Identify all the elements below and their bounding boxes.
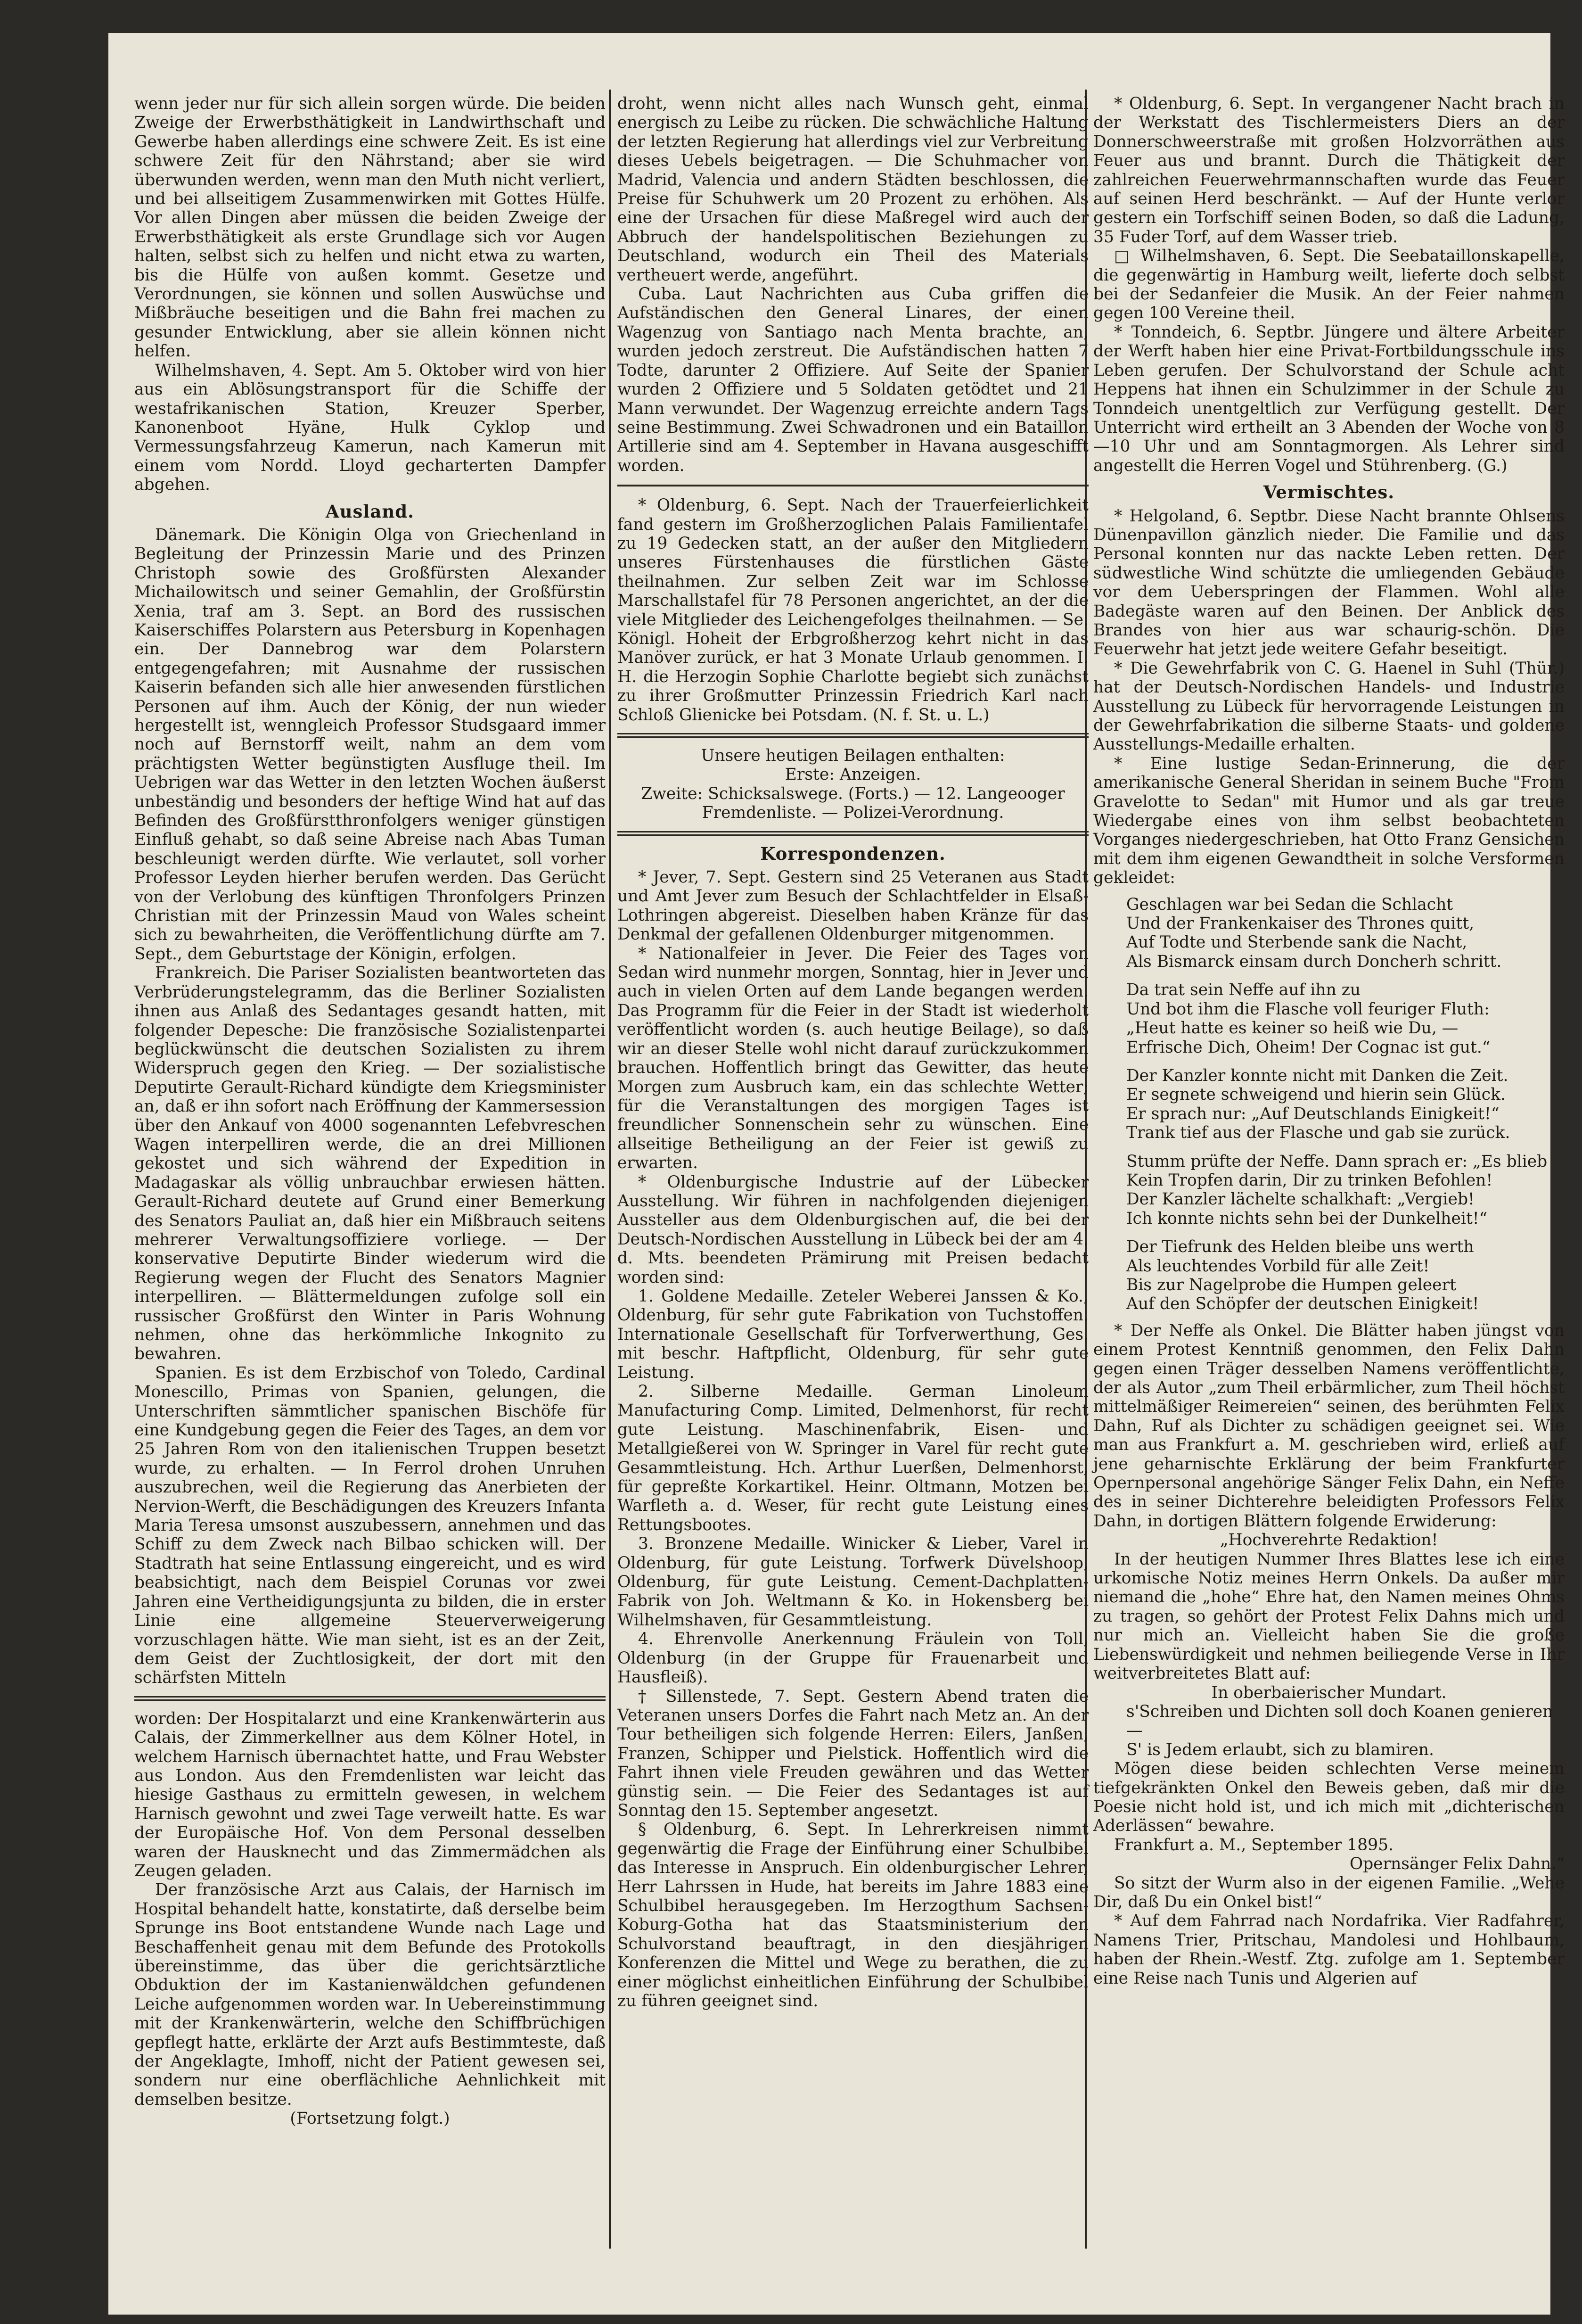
poem-line: Erfrische Dich, Oheim! Der Cognac ist gut.“ bbox=[1126, 1038, 1491, 1057]
article-paragraph: * Oldenburg, 6. Sept. In vergangener Nacht brach in der Werkstatt des Tischlermeisters Diers an der Donnerschweerstraße mit großen Holzvorräthen aus Feuer aus und brannt. Durch die Thätigkeit der zahlreichen Feuerwehrmannschaften wurde das Feuer auf seinen Herd beschränkt. — Auf der Hunte verlor gestern ein Torfschiff seinen Boden, so daß die Ladung, 35 Fuder Torf, auf dem Wasser trieb. bbox=[1093, 94, 1565, 247]
article-paragraph: Wilhelmshaven, 4. Sept. Am 5. Oktober wird von hier aus ein Ablösungstransport für die Schiffe der westafrikanischen Station, Kreuzer Sperber, Kanonenboot Hyäne, Hulk Cyklop und Vermessungsfahrzeug Kamerun, nach Kamerun mit einem vom Nordd. Lloyd gecharterten Dampfer abgehen. bbox=[134, 361, 606, 494]
award-paragraph: 3. Bronzene Medaille. Winicker & Lieber, Varel in Oldenburg, für gute Leistung. Torfwerk Düvelshoop, Oldenburg, für gute Leistung. Cement-Dachplatten-Fabrik von Joh. Weltmann & Ko. in Hokensberg bei Wilhelmshaven, für Gesammtleistung. bbox=[617, 1534, 1089, 1630]
newspaper-page bbox=[108, 33, 1565, 2315]
letter-paragraph: In der heutigen Nummer Ihres Blattes lese ich eine urkomische Notiz meines Herrn Onkels. Da außer mir niemand die „hohe“ Ehre hat, den Namen meines Ohms zu tragen, so gehört der Protest Felix Dahns mich und nur mich an. Vielleicht haben Sie die große Liebenswürdigkeit und nehmen beiliegende Verse in Ihr weitverbreitetes Blatt auf: bbox=[1093, 1549, 1565, 1683]
poem-line: „Heut hatte es keiner so heiß wie Du, — bbox=[1126, 1019, 1459, 1038]
award-paragraph: 1. Goldene Medaille. Zeteler Weberei Janssen & Ko., Oldenburg, für sehr gute Fabrikation von Tuchstoffen. Internationale Gesellschaft für Torfverwerthung, Ges. mit beschr. Haftpflicht, Oldenburg, für sehr gute Leistung. bbox=[617, 1286, 1089, 1382]
poem-line: Stumm prüfte der Neffe. Dann sprach er: „Es blieb bbox=[1126, 1152, 1548, 1171]
article-paragraph: * Helgoland, 6. Septbr. Diese Nacht brannte Ohlsens Dünenpavillon gänzlich nieder. Die Familie und das Personal konnten nur das nackte Leben retten. Der südwestliche Wind schützte die umliegenden Gebäude vor dem Ueberspringen der Flammen. Wohl alle Badegäste waren auf den Beinen. Der Anblick des Brandes von hier aus war schaurig-schön. Die Feuerwehr hat jetzt jede weitere Gefahr beseitigt. bbox=[1093, 506, 1565, 659]
poem-line: Geschlagen war bei Sedan die Schlacht bbox=[1126, 895, 1453, 914]
article-paragraph: * Eine lustige Sedan-Erinnerung, die der amerikanische General Sheridan in seinem Buche "From Gravelotte to Sedan" mit Humor und als gar treue Wiedergabe eines von ihm selbst beobachteten Vorganges niedergeschrieben, hat Otto Franz Gensichen mit dem ihm eigenen Gewandtheit in solche Versformen gekleidet: bbox=[1093, 754, 1565, 888]
letter-salutation: „Hochverehrte Redaktion! bbox=[1220, 1531, 1438, 1550]
continuation-note: (Fortsetzung folgt.) bbox=[290, 2109, 450, 2128]
letter-subheading: In oberbaierischer Mundart. bbox=[1211, 1683, 1447, 1702]
column-1 bbox=[134, 94, 606, 2128]
beilagen-line: Zweite: Schicksalswege. (Forts.) — 12. Langeooger Fremdenliste. — Polizei-Verordnung. bbox=[641, 784, 1065, 823]
section-heading-ausland: Ausland. bbox=[325, 501, 415, 522]
poem-line: Bis zur Nagelprobe die Humpen geleert bbox=[1126, 1275, 1456, 1294]
poem-line: Und der Frankenkaiser des Thrones quitt, bbox=[1126, 914, 1475, 933]
section-divider bbox=[617, 485, 1089, 486]
column-divider-left bbox=[609, 90, 611, 2249]
poem-line: Da trat sein Neffe auf ihn zu bbox=[1126, 981, 1361, 1000]
feuilleton-paragraph: worden: Der Hospitalarzt und eine Krankenwärterin aus Calais, der Zimmerkellner aus dem Kölner Hotel, in welchem Harnisch übernachtet hatte, und Frau Webster aus London. Aus den Fremdenlisten war leicht das hiesige Gasthaus zu ermitteln gewesen, in welchem Harnisch gewohnt und zwei Tage verweilt hatte. Es war der Europäische Hof. Von dem Personal desselben waren der Hausknecht und das Zimmermädchen als Zeugen geladen. bbox=[134, 1709, 606, 1880]
article-paragraph: * Auf dem Fahrrad nach Nordafrika. Vier Radfahrer, Namens Trier, Pritschau, Mandolesi und Hohlbaum, haben der Rhein.-Westf. Ztg. zufolge am 1. September eine Reise nach Tunis und Algerien auf bbox=[1093, 1912, 1565, 1988]
article-paragraph: * Oldenburgische Industrie auf der Lübecker Ausstellung. Wir führen in nachfolgenden diejenigen Aussteller aus dem Oldenburgischen auf, die bei der Deutsch-Nordischen Ausstellung in Lübeck bei der am 4. d. Mts. beendeten Prämirung mit Preisen bedacht worden sind: bbox=[617, 1172, 1089, 1287]
column-3 bbox=[1093, 94, 1565, 1988]
award-paragraph: 2. Silberne Medaille. German Linoleum Manufacturing Comp. Limited, Delmenhorst, für recht gute Leistung. Maschinenfabrik, Eisen- und Metallgießerei von W. Springer in Varel für recht gute Gesammtleistung. Hch. Arthur Luerßen, Delmenhorst, für gepreßte Korkartikel. Heinr. Oltmann, Motzen bei Warfleth a. d. Weser, für recht gute Leistung eines Rettungsbootes. bbox=[617, 1382, 1089, 1534]
section-divider bbox=[617, 733, 1089, 738]
poem-line: Als leuchtendes Vorbild für alle Zeit! bbox=[1126, 1256, 1430, 1276]
poem-line: Auf Todte und Sterbende sank die Nacht, bbox=[1126, 933, 1467, 952]
letter-signature: Opernsänger Felix Dahn.“ bbox=[1349, 1854, 1565, 1874]
article-paragraph: * Nationalfeier in Jever. Die Feier des Tages von Sedan wird nunmehr morgen, Sonntag, hier in Jever und auch in vielen Orten auf dem Lande begangen werden. Das Programm für die Feier in der Stadt ist wiederholt veröffentlicht worden (s. auch heutige Beilage), so daß wir an dieser Stelle wohl nicht darauf zurückzukommen brauchen. Hoffentlich bringt das Gewitter, das heute Morgen zum Ausbruch kam, ein das schlechte Wetter; für die Veranstaltungen des morgigen Tages ist freundlicher Sonnenschein sehr zu wünschen. Eine allseitige Betheiligung an der Feier ist gewiß zu erwarten. bbox=[617, 944, 1089, 1173]
poem-line: Auf den Schöpfer der deutschen Einigkeit! bbox=[1126, 1294, 1479, 1314]
beilagen-line: Erste: Anzeigen. bbox=[785, 765, 921, 784]
article-paragraph: † Sillenstede, 7. Sept. Gestern Abend traten die Veteranen unsers Dorfes die Fahrt nach Metz an. An der Tour betheiligen sich folgende Herren: Eilers, Janßen, Franzen, Schipper und Pielstick. Hoffentlich wird die Fahrt ihnen viele Freuden gewähren und das Wetter günstig sein. — Die Feier des Sedantages ist auf Sonntag den 15. September angesetzt. bbox=[617, 1687, 1089, 1820]
article-paragraph: wenn jeder nur für sich allein sorgen würde. Die beiden Zweige der Erwerbsthätigkeit in Landwirthschaft und Gewerbe haben allerdings eine schwere Zeit. Es ist eine schwere Zeit für den Nährstand; aber sie wird überwunden werden, wenn man den Muth nicht verliert, und bei allseitigem Zusammenwirken mit Gottes Hülfe. Vor allen Dingen aber müssen die beiden Zweige der Erwerbsthätigkeit als erste Grundlage sich vor Augen halten, selbst sich zu helfen und nicht etwa zu warten, bis die Hülfe von außen kommt. Gesetze und Verordnungen, sie können und sollen Auswüchse und Mißbräuche beseitigen und die Bahn frei machen zu gesunder Entwicklung, aber sie allein können nicht helfen. bbox=[134, 94, 606, 361]
poem-line: S' is Jedem erlaubt, sich zu blamiren. bbox=[1126, 1740, 1434, 1759]
column-2 bbox=[617, 94, 1089, 2011]
poem-line: Der Kanzler konnte nicht mit Danken die Zeit. bbox=[1126, 1066, 1508, 1085]
article-paragraph: * Oldenburg, 6. Sept. Nach der Trauerfeierlichkeit fand gestern im Großherzoglichen Palais Familientafel zu 19 Gedecken statt, an der außer den Mitgliedern unseres Fürstenhauses die fürstlichen Gäste theilnahmen. Zur selben Zeit war im Schlosse Marschallstafel für 78 Personen angerichtet, an der die viele Mitglieder des Leichengefolges theilnahmen. — Se. Königl. Hoheit der Erbgroßherzog kehrt nicht in das Manöver zurück, er hat 3 Monate Urlaub genommen. I. H. die Herzogin Sophie Charlotte begiebt sich zunächst zu ihrer Großmutter Prinzessin Friedrich Karl nach Schloß Glienicke bei Potsdam. (N. f. St. u. L.) bbox=[617, 496, 1089, 725]
poem-line: Der Kanzler lächelte schalkhaft: „Vergieb! bbox=[1126, 1190, 1475, 1209]
poem-line: s'Schreiben und Dichten soll doch Koanen genieren — bbox=[1126, 1702, 1553, 1740]
article-paragraph: Spanien. Es ist dem Erzbischof von Toledo, Cardinal Monescillo, Primas von Spanien, gelungen, die Unterschriften sämmtlicher spanischen Bischöfe für eine Kundgebung gegen die Feier des Tages, an dem vor 25 Jahren Rom von den italienischen Truppen besetzt wurde, zu erhalten. — In Ferrol drohen Unruhen auszubrechen, weil die Regierung das Anerbieten der Nervion-Werft, die Beschädigungen des Kreuzers Infanta Maria Teresa umsonst auszubessern, annehmen und das Schiff zu dem Zweck nach Bilbao schicken will. Der Stadtrath hat seine Entlassung eingereicht, und es wird beabsichtigt, nach dem Beispiel Corunas vor zwei Jahren eine Vertheidigungsjunta zu bilden, die in erster Linie eine allgemeine Steuerverweigerung vorzuschlagen hätte. Wie man sieht, ist es an der Zeit, dem Geist der Zuchtlosigkeit, der dort mit den schärfsten Mitteln bbox=[134, 1363, 606, 1688]
section-heading-korrespondenzen: Korrespondenzen. bbox=[760, 843, 946, 864]
section-divider bbox=[617, 831, 1089, 836]
article-paragraph: Frankreich. Die Pariser Sozialisten beantworteten das Verbrüderungstelegramm, das die Berliner Sozialisten ihnen aus Anlaß des Sedantages gesandt hatten, mit folgender Depesche: Die französische Sozialistenpartei beglückwünscht die deutschen Sozialisten zu ihrem Widerspruch gegen den Krieg. — Der sozialistische Deputirte Gerault-Richard kündigte dem Kriegsminister an, daß er ihn sofort nach Eröffnung der Kammersession über den Ankauf von 4000 sogenannten Lefebvreschen Wagen interpelliren werde, die an drei Millionen gekostet und sich während der Expedition in Madagaskar als völlig unbrauchbar erwiesen hätten. Gerault-Richard deutete auf Grund einer Bemerkung des Senators Pauliat an, daß hier ein Mißbrauch seitens mehrerer Verwaltungsoffiziere vorliege. — Der konservative Deputirte Binder wiederum wird die Regierung wegen der Flucht des Senators Magnier interpelliren. — Blättermeldungen zufolge soll ein russischer Großfürst den Winter in Paris Wohnung nehmen, ohne das herkömmliche Inkognito zu bewahren. bbox=[134, 964, 606, 1364]
beilagen-title: Unsere heutigen Beilagen enthalten: bbox=[701, 746, 1005, 765]
article-paragraph: So sitzt der Wurm also in der eigenen Familie. „Wehe Dir, daß Du ein Onkel bist!“ bbox=[1093, 1873, 1565, 1912]
article-paragraph: Dänemark. Die Königin Olga von Griechenland in Begleitung der Prinzessin Marie und des Prinzen Christoph sowie des Großfürsten Alexander Michailowitsch und seiner Gemahlin, der Großfürstin Xenia, traf am 3. Sept. an Bord des russischen Kaiserschiffes Polarstern aus Petersburg in Kopenhagen ein. Der Dannebrog war dem Polarstern entgegengefahren; mit Ausnahme der russischen Kaiserin befanden sich alle hier anwesenden fürstlichen Personen auf ihm. Auch der König, der nun wieder hergestellt ist, wenngleich Professor Studsgaard immer noch auf Bernstorff weilt, nahm an dem vom prächtigsten Wetter begünstigten Ausfluge theil. Im Uebrigen war das Wetter in den letzten Wochen äußerst unbeständig und besonders der heftige Wind hat auf das Befinden des Großfürstthronfolgers weniger günstigen Einfluß gehabt, so daß seine Abreise nach Abas Tuman beschleunigt werden dürfte. Wie verlautet, soll vorher Professor Leyden hierher berufen werden. Das Gerücht von der Verlobung des künftigen Thronfolgers Prinzen Christian mit der Prinzessin Maud von Wales scheint sich zu bewahrheiten, die Veröffentlichung dürfte am 7. Sept., dem Geburtstage der Königin, erfolgen. bbox=[134, 525, 606, 964]
poem-line: Ich konnte nichts sehn bei der Dunkelheit!“ bbox=[1126, 1209, 1488, 1228]
poem-line: Kein Tropfen darin, Dir zu trinken Befohlen! bbox=[1126, 1170, 1493, 1190]
feuilleton-divider bbox=[134, 1696, 606, 1701]
poem-line: Als Bismarck einsam durch Doncherh schritt. bbox=[1126, 952, 1502, 971]
article-paragraph: * Jever, 7. Sept. Gestern sind 25 Veteranen aus Stadt und Amt Jever zum Besuch der Schlachtfelder in Elsaß-Lothringen abgereist. Dieselben haben Kränze für das Denkmal der gefallenen Oldenburger mitgenommen. bbox=[617, 868, 1089, 944]
article-paragraph: droht, wenn nicht alles nach Wunsch geht, einmal energisch zu Leibe zu rücken. Die schwächliche Haltung der letzten Regierung hat allerdings viel zur Verbreitung dieses Uebels beigetragen. — Die Schuhmacher von Madrid, Valencia und andern Städten beschlossen, die Preise für Schuhwerk um 20 Prozent zu erhöhen. Als eine der Ursachen für diese Maßregel wird auch der Abbruch der handelspolitischen Beziehungen zu Deutschland, wodurch ein Theil des Materials vertheuert werde, angeführt. bbox=[617, 94, 1089, 285]
article-paragraph: Cuba. Laut Nachrichten aus Cuba griffen die Aufständischen den General Linares, der einen Wagenzug von Santiago nach Menta brachte, an, wurden jedoch zerstreut. Die Aufständischen hatten 7 Todte, darunter 2 Offiziere. Auf Seite der Spanier wurden 2 Offiziere und 5 Soldaten getödtet und 21 Mann verwundet. Der Wagenzug erreichte andern Tags seine Bestimmung. Zwei Schwadronen und ein Bataillon Artillerie sind am 4. September in Havana ausgeschifft worden. bbox=[617, 285, 1089, 475]
poem-line: Er segnete schweigend und hierin sein Glück. bbox=[1126, 1085, 1506, 1104]
article-paragraph: □ Wilhelmshaven, 6. Sept. Die Seebataillonskapelle, die gegenwärtig in Hamburg weilt, lieferte doch selbst bei der Sedanfeier die Musik. An der Feier nahmen gegen 100 Vereine theil. bbox=[1093, 247, 1565, 323]
poem-line: Der Tiefrunk des Helden bleibe uns werth bbox=[1126, 1237, 1474, 1257]
poem-sheridan bbox=[1093, 895, 1565, 1314]
poem-line: Trank tief aus der Flasche und gab sie zurück. bbox=[1126, 1123, 1510, 1143]
letter-paragraph: Mögen diese beiden schlechten Verse meinem tiefgekränkten Onkel den Beweis geben, daß mir die Poesie nicht hold ist, und ich mich mit „dichterischen Aderlässen“ bewahre. bbox=[1093, 1759, 1565, 1836]
award-paragraph: 4. Ehrenvolle Anerkennung Fräulein von Toll, Oldenburg (in der Gruppe für Frauenarbeit und Hausfleiß). bbox=[617, 1630, 1089, 1687]
article-paragraph: * Die Gewehrfabrik von C. G. Haenel in Suhl (Thür.) hat der Deutsch-Nordischen Handels- und Industrie Ausstellung zu Lübeck für hervorragende Leistungen in der Gewehrfabrikation die silberne Staats- und goldene Ausstellungs-Medaille erhalten. bbox=[1093, 659, 1565, 754]
poem-line: Und bot ihm die Flasche voll feuriger Fluth: bbox=[1126, 999, 1490, 1019]
article-paragraph: * Der Neffe als Onkel. Die Blätter haben jüngst von einem Protest Kenntniß genommen, den Felix Dahn gegen einen Träger desselben Namens veröffentlichte, der als Autor „zum Theil erbärmlicher, zum Theil höchst mittelmäßiger Reimereien“ seinen, des berühmten Felix Dahn, Ruf als Dichter zu schädigen geeignet sei. Wie man aus Frankfurt a. M. geschrieben wird, erließ auf jene geharnischte Erklärung der beim Frankfurter Opernpersonal angehörige Sänger Felix Dahn, ein Neffe des in seiner Dichterehre beleidigten Professors Felix Dahn, in dortigen Blättern folgende Erwiderung: bbox=[1093, 1321, 1565, 1531]
article-paragraph: § Oldenburg, 6. Sept. In Lehrerkreisen nimmt gegenwärtig die Frage der Einführung einer Schulbibel das Interesse in Anspruch. Ein oldenburgischer Lehrer, Herr Lahrssen in Hude, hat bereits im Jahre 1883 eine Schulbibel herausgegeben. Im Herzogthum Sachsen-Koburg-Gotha hat das Staatsministerium den Schulvorstand beauftragt, in den diesjährigen Konferenzen die Mittel und Wege zu berathen, die zu einer möglichst einheitlichen Einführung der Schulbibel zu führen geeignet sind. bbox=[617, 1820, 1089, 2011]
article-paragraph: * Tonndeich, 6. Septbr. Jüngere und ältere Arbeiter der Werft haben hier eine Privat-Fortbildungsschule ins Leben gerufen. Der Schulvorstand der Schule acht Heppens hat ihnen ein Schulzimmer in der Schule zu Tonndeich unentgeltlich zur Verfügung gestellt. Der Unterricht wird ertheilt an 3 Abenden der Woche von 8—10 Uhr und am Sonntagmorgen. Als Lehrer sind angestellt die Herren Vogel und Stührenberg. (G.) bbox=[1093, 322, 1565, 475]
poem-line: Er sprach nur: „Auf Deutschlands Einigkeit!“ bbox=[1126, 1104, 1500, 1123]
feuilleton-paragraph: Der französische Arzt aus Calais, der Harnisch im Hospital behandelt hatte, konstatirte, daß derselbe beim Sprunge ins Boot entstandene Wunde nach Lage und Beschaffenheit genau mit dem Befunde des Protokolls übereinstimme, das über die gerichtsärztliche Obduktion der im Kastanienwäldchen gefundenen Leiche aufgenommen worden war. In Uebereinstimmung mit der Krankenwärterin, welche den Schiffbrüchigen gepflegt hatte, erklärte der Arzt aufs Bestimmteste, daß der Angeklagte, Imhoff, nicht der Patient gewesen sei, sondern nur eine oberflächliche Aehnlichkeit mit demselben besitze. bbox=[134, 1880, 606, 2109]
section-heading-vermischtes: Vermischtes. bbox=[1263, 482, 1395, 503]
letter-dateline: Frankfurt a. M., September 1895. bbox=[1114, 1835, 1394, 1854]
